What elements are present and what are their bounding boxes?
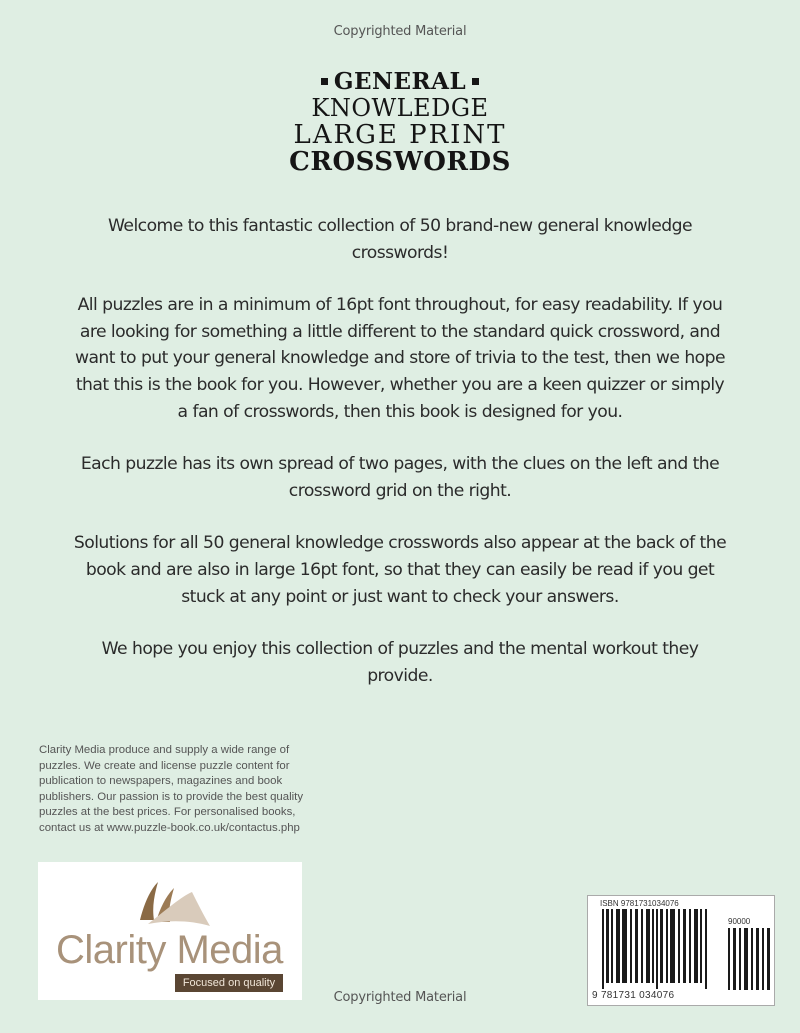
description-paragraph: We hope you enjoy this collection of puzzles and the mental workout they provide. — [101, 639, 699, 686]
isbn-digits: 9 781731 034076 — [592, 990, 675, 1001]
title-line-4: CROSSWORDS — [289, 147, 511, 177]
bullet-icon — [321, 78, 328, 85]
price-code: 90000 — [728, 917, 751, 926]
bullet-icon — [472, 78, 479, 85]
book-title — [0, 68, 800, 176]
description-paragraph: Welcome to this fantastic collection of 50 brand-new general knowledge crosswords! — [107, 216, 692, 263]
sail-shape-icon — [130, 880, 220, 928]
description-paragraph: Solutions for all 50 general knowledge crosswords also appear at the back of the book and are also in large 16pt font, so that they can easily be read if you get stuck at any point or just want to check your answers. — [73, 533, 727, 607]
publisher-logo — [38, 862, 302, 1000]
book-description — [70, 213, 730, 715]
title-line-3: LARGE PRINT — [293, 120, 507, 150]
title-line-1: GENERAL — [0, 68, 800, 95]
title-line-2: KNOWLEDGE — [311, 94, 489, 122]
isbn-label: ISBN 9781731034076 — [600, 899, 679, 908]
copyright-notice-top: Copyrighted Material — [333, 24, 467, 39]
logo-wordmark: Clarity Media — [56, 928, 283, 972]
publisher-blurb: Clarity Media produce and supply a wide range of puzzles. We create and license puzzle content for publication to newspapers, magazines and book publishers. Our passion is to provide the best quality puzzles at the best prices. For personalised books, contact us at www.puzzle-book.co.uk/contactus.php — [39, 744, 304, 834]
description-paragraph: Each puzzle has its own spread of two pages, with the clues on the left and the crossword grid on the right. — [80, 454, 720, 501]
barcode-bars — [602, 909, 714, 989]
logo-tagline: Focused on quality — [175, 974, 283, 992]
addon-barcode-bars — [728, 928, 772, 990]
copyright-notice-bottom: Copyrighted Material — [333, 990, 467, 1005]
description-paragraph: All puzzles are in a minimum of 16pt font throughout, for easy readability. If you are looking for something a little different to the standard quick crossword, and want to put your general knowledge and store of trivia to the test, then we hope that this is the book for you. However, whether you are a keen quizzer or simply a fan of crosswords, then this book is designed for you. — [74, 295, 726, 422]
